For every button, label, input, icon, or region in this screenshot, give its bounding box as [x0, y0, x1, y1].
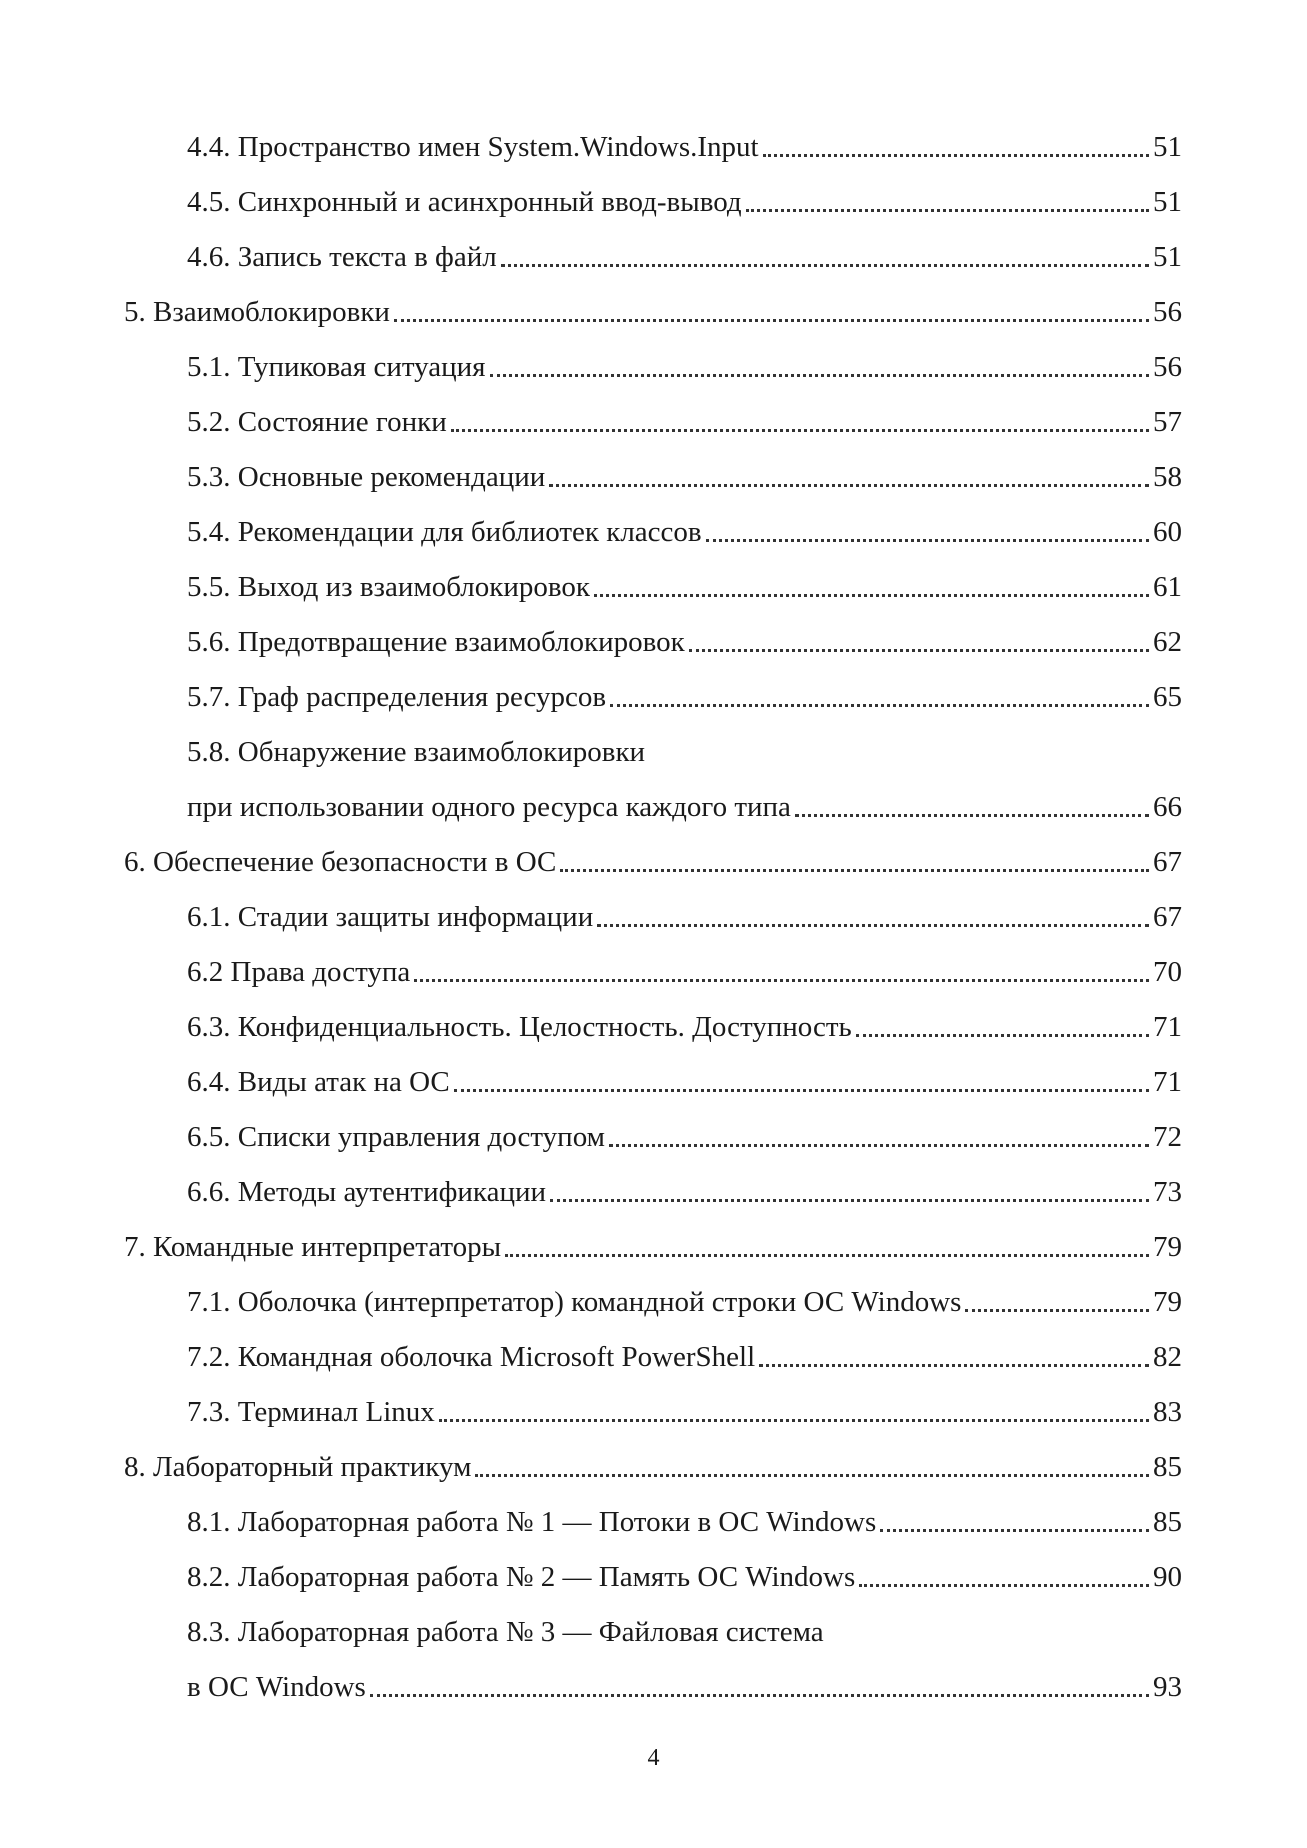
toc-entry: [124, 833, 1182, 888]
toc-entry: [124, 558, 1182, 613]
toc-dot-leader: [795, 814, 1149, 817]
toc-entry-page: 51: [1153, 131, 1182, 163]
toc-dot-leader: [454, 1089, 1149, 1092]
toc-entry-title: 8.3. Лабораторная работа № 3 — Файловая система: [187, 1616, 824, 1648]
toc-dot-leader: [490, 374, 1150, 377]
toc-dot-leader: [439, 1419, 1149, 1422]
toc-dot-leader: [414, 979, 1149, 982]
toc-entry: [124, 118, 1182, 173]
toc-entry-page: 51: [1153, 241, 1182, 273]
toc-dot-leader: [394, 319, 1149, 322]
toc-entry: [124, 1603, 1182, 1658]
toc-entry-page: 56: [1153, 296, 1182, 328]
toc-entry: [124, 888, 1182, 943]
toc-dot-leader: [594, 594, 1149, 597]
toc-entry-title: 7.3. Терминал Linux: [187, 1396, 435, 1428]
toc-entry: [124, 1163, 1182, 1218]
toc-entry-title: 4.5. Синхронный и асинхронный ввод-вывод: [187, 186, 742, 218]
toc-dot-leader: [759, 1364, 1149, 1367]
toc-entry-title: 6.2 Права доступа: [187, 956, 411, 988]
toc-entry-title: 6. Обеспечение безопасности в ОС: [124, 846, 557, 878]
toc-entry-title: 6.5. Списки управления доступом: [187, 1121, 605, 1153]
toc-entry: [124, 1053, 1182, 1108]
toc-entry: [124, 283, 1182, 338]
toc-entry: [124, 613, 1182, 668]
toc-entry-page: 61: [1153, 571, 1182, 603]
toc-entry: [124, 1218, 1182, 1273]
toc-entry-title: 5.5. Выход из взаимоблокировок: [187, 571, 590, 603]
toc-entry-page: 79: [1153, 1231, 1182, 1263]
toc-entry-page: 83: [1153, 1396, 1182, 1428]
toc-entry-title: 6.4. Виды атак на ОС: [187, 1066, 450, 1098]
toc-entry-page: 67: [1153, 846, 1182, 878]
toc-entry-title: 6.6. Методы аутентификации: [187, 1176, 547, 1208]
toc-entry-page: 67: [1153, 901, 1182, 933]
toc-dot-leader: [609, 1144, 1149, 1147]
toc-entry: [124, 943, 1182, 998]
toc-dot-leader: [610, 704, 1149, 707]
toc-dot-leader: [856, 1034, 1149, 1037]
toc-dot-leader: [505, 1254, 1149, 1257]
toc-dot-leader: [746, 209, 1149, 212]
toc-entry: [124, 723, 1182, 778]
toc-entry-page: 58: [1153, 461, 1182, 493]
toc-entry: [124, 338, 1182, 393]
toc-entry-page: 71: [1153, 1066, 1182, 1098]
toc-entry-title: 5.1. Тупиковая ситуация: [187, 351, 486, 383]
toc-entry-page: 60: [1153, 516, 1182, 548]
toc-entry-page: 93: [1153, 1671, 1182, 1703]
toc-entry: [124, 1273, 1182, 1328]
toc-entry-title: 6.1. Стадии защиты информации: [187, 901, 594, 933]
toc-dot-leader: [501, 264, 1149, 267]
toc-entry-title: 5.8. Обнаружение взаимоблокировки: [187, 736, 646, 768]
toc-entry-page: 62: [1153, 626, 1182, 658]
toc-entry: [124, 778, 1182, 833]
toc-entry: [124, 998, 1182, 1053]
toc-entry-title: 8.2. Лабораторная работа № 2 — Память ОС Windows: [187, 1561, 856, 1593]
toc-entry: [124, 1658, 1182, 1713]
toc-entry-page: 71: [1153, 1011, 1182, 1043]
toc-dot-leader: [689, 649, 1149, 652]
toc-dot-leader: [451, 429, 1149, 432]
toc-entry-page: 51: [1153, 186, 1182, 218]
table-of-contents: [124, 118, 1182, 1713]
toc-entry: [124, 1493, 1182, 1548]
toc-entry-page: 79: [1153, 1286, 1182, 1318]
toc-entry: [124, 1383, 1182, 1438]
toc-entry-title: 5.4. Рекомендации для библиотек классов: [187, 516, 702, 548]
toc-entry-title: 7.1. Оболочка (интерпретатор) командной строки ОС Windows: [187, 1286, 962, 1318]
toc-dot-leader: [763, 154, 1149, 157]
toc-dot-leader: [597, 924, 1149, 927]
toc-entry-page: 56: [1153, 351, 1182, 383]
toc-entry: [124, 1108, 1182, 1163]
toc-entry-title: 5.2. Состояние гонки: [187, 406, 447, 438]
toc-entry-title: при использовании одного ресурса каждого типа: [187, 791, 791, 823]
toc-entry: [124, 1328, 1182, 1383]
toc-entry: [124, 448, 1182, 503]
toc-entry: [124, 503, 1182, 558]
toc-entry-page: 85: [1153, 1451, 1182, 1483]
toc-dot-leader: [706, 539, 1149, 542]
toc-entry-title: 5.6. Предотвращение взаимоблокировок: [187, 626, 685, 658]
toc-entry-page: 70: [1153, 956, 1182, 988]
toc-entry-title: 5.3. Основные рекомендации: [187, 461, 546, 493]
page-number: 4: [647, 1745, 660, 1771]
toc-entry-title: 7.2. Командная оболочка Microsoft PowerShell: [187, 1341, 756, 1373]
toc-entry-page: 90: [1153, 1561, 1182, 1593]
toc-entry-title: в ОС Windows: [187, 1671, 366, 1703]
toc-entry-title: 4.6. Запись текста в файл: [187, 241, 497, 273]
toc-dot-leader: [550, 1199, 1149, 1202]
toc-entry-title: 8. Лабораторный практикум: [124, 1451, 472, 1483]
toc-dot-leader: [880, 1529, 1149, 1532]
toc-entry-title: 4.4. Пространство имен System.Windows.Input: [187, 131, 759, 163]
toc-dot-leader: [859, 1584, 1149, 1587]
toc-dot-leader: [965, 1309, 1149, 1312]
toc-entry: [124, 228, 1182, 283]
toc-dot-leader: [475, 1474, 1149, 1477]
toc-entry-title: 7. Командные интерпретаторы: [124, 1231, 502, 1263]
toc-dot-leader: [549, 484, 1149, 487]
toc-entry-page: 72: [1153, 1121, 1182, 1153]
toc-entry: [124, 393, 1182, 448]
toc-entry: [124, 1438, 1182, 1493]
toc-entry-page: 82: [1153, 1341, 1182, 1373]
toc-entry-title: 8.1. Лабораторная работа № 1 — Потоки в ОС Windows: [187, 1506, 877, 1538]
toc-entry-page: 65: [1153, 681, 1182, 713]
toc-entry-title: 5. Взаимоблокировки: [124, 296, 390, 328]
toc-entry-page: 57: [1153, 406, 1182, 438]
toc-entry: [124, 173, 1182, 228]
toc-entry-page: 73: [1153, 1176, 1182, 1208]
toc-entry-title: 5.7. Граф распределения ресурсов: [187, 681, 607, 713]
toc-dot-leader: [560, 869, 1149, 872]
toc-entry-page: 66: [1153, 791, 1182, 823]
toc-dot-leader: [370, 1694, 1149, 1697]
toc-entry: [124, 1548, 1182, 1603]
toc-entry-page: 85: [1153, 1506, 1182, 1538]
toc-entry: [124, 668, 1182, 723]
toc-entry-title: 6.3. Конфиденциальность. Целостность. Доступность: [187, 1011, 852, 1043]
